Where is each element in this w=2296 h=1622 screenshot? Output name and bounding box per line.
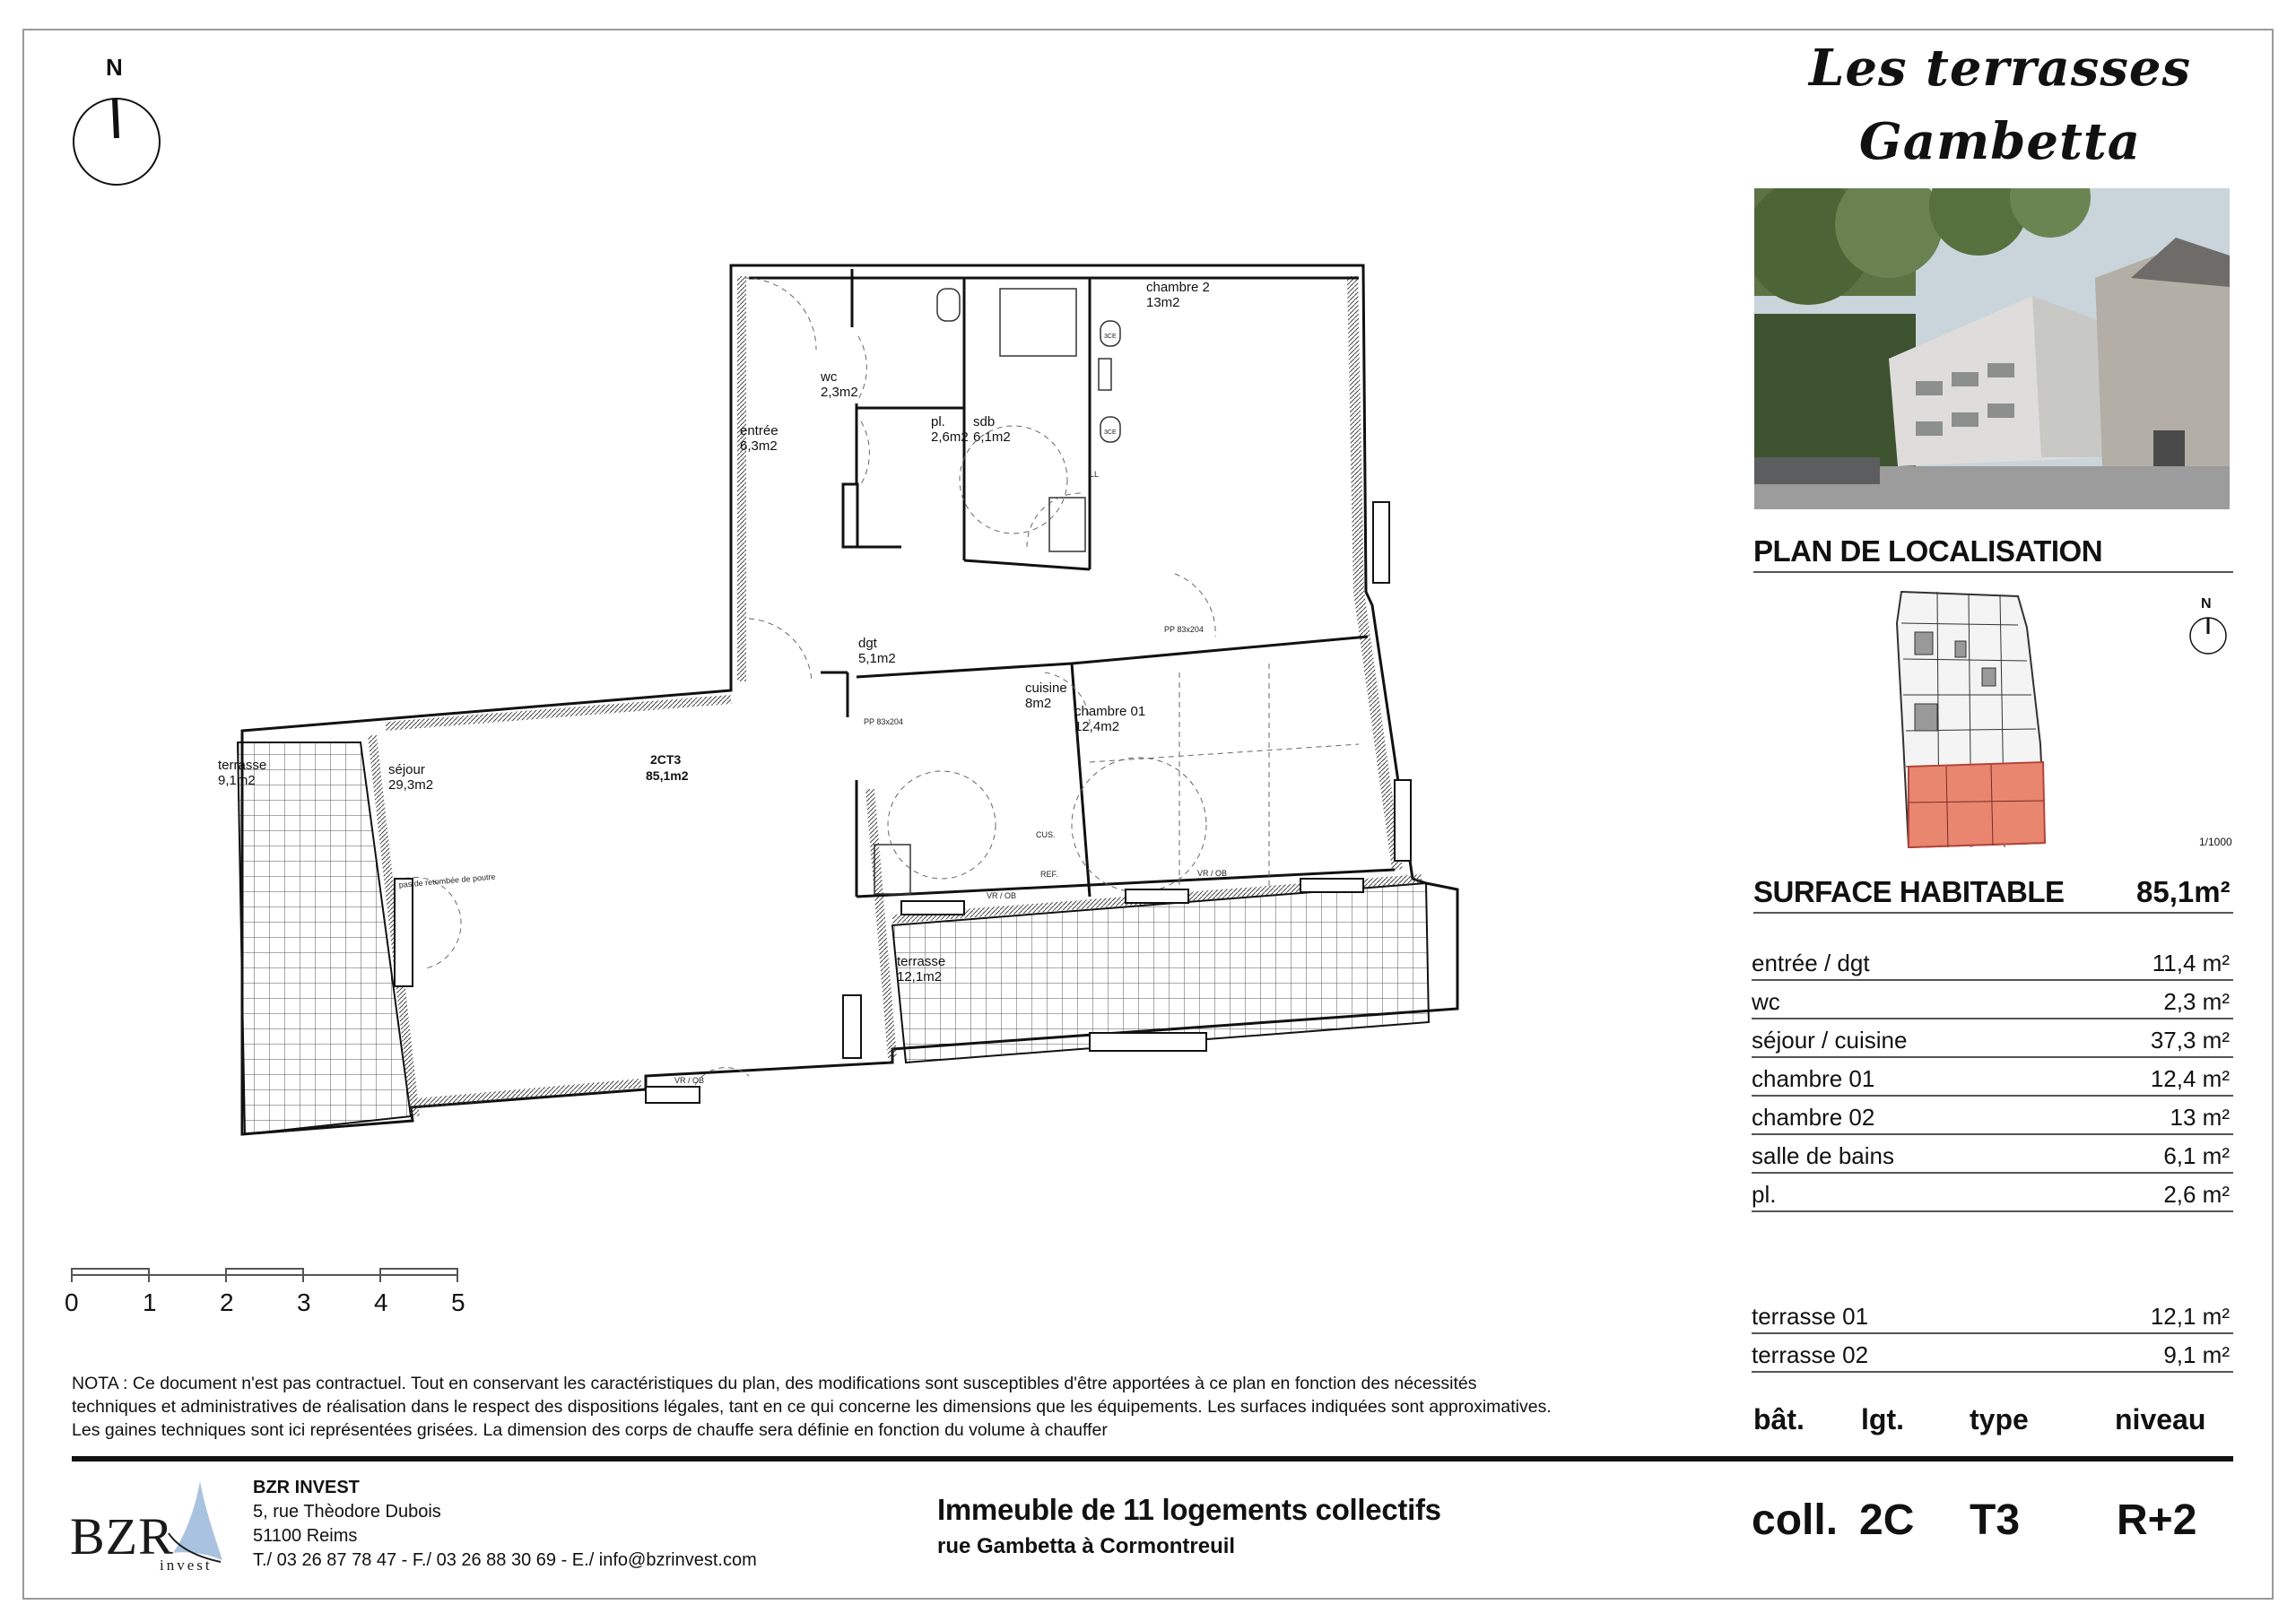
lot-area: 85,1m2 [646, 768, 689, 783]
door-label-1: PP 83x204 [1164, 625, 1204, 634]
room-name-cuisine: cuisine [1025, 681, 1067, 696]
window-label-1: VR / OB [674, 1076, 705, 1085]
surface-row-label: pl. [1752, 1181, 1777, 1208]
lot-code: 2CT3 [650, 752, 682, 767]
surface-row-label: entrée / dgt [1752, 950, 1870, 976]
surface-row-label: salle de bains [1752, 1142, 1894, 1169]
surface-row-value: 2,6 m² [2163, 1181, 2230, 1208]
building-render-image [1754, 188, 2230, 509]
exterior-row-value: 12,1 m² [2150, 1303, 2230, 1330]
company-contact [253, 1476, 757, 1573]
room-area-chambre01: 12,4m2 [1074, 719, 1120, 734]
floor-plan [193, 251, 1475, 1184]
exterior-row-label: terrasse 01 [1752, 1303, 1869, 1330]
company-phone-email: T./ 03 26 87 78 47 - F./ 03 26 88 30 69 - E./ info@bzrinvest.com [253, 1550, 757, 1570]
info-header-niveau: niveau [2115, 1403, 2206, 1436]
room-area-wc: 2,3m2 [821, 385, 858, 400]
room-name-chambre01: chambre 01 [1074, 704, 1146, 719]
bzr-logo [70, 1479, 231, 1578]
info-header-bat: bât. [1753, 1403, 1805, 1436]
info-value-niveau: R+2 [2117, 1496, 2197, 1544]
window-label-3: VR / OB [1197, 869, 1228, 878]
door-label-2: PP 83x204 [864, 717, 903, 726]
room-name-sdb: sdb [973, 414, 996, 429]
kitchen-cus: CUS. [1036, 830, 1056, 839]
north-arrow [72, 54, 161, 188]
surface-row [1752, 1175, 2233, 1212]
localisation-scale: 1/1000 [2199, 836, 2232, 848]
surface-row-value: 13 m² [2170, 1104, 2230, 1131]
surface-row [1752, 1059, 2233, 1097]
surface-row-value: 37,3 m² [2150, 1027, 2230, 1054]
laundry-ll: LL [1090, 470, 1100, 479]
scale-tick-1: 1 [143, 1288, 157, 1316]
surface-row [1752, 1020, 2233, 1058]
building-render [1754, 188, 2230, 509]
beam-note: pas de retombée de poutre [398, 872, 496, 889]
room-name-dgt: dgt [858, 636, 877, 651]
surface-row [1752, 982, 2233, 1019]
room-area-dgt: 5,1m2 [858, 651, 896, 666]
company-address-2: 51100 Reims [253, 1526, 358, 1546]
project-address: rue Gambetta à Cormontreuil [937, 1534, 1236, 1558]
scale-tick-5: 5 [451, 1288, 465, 1316]
residence-title [1767, 31, 2233, 178]
room-name-entree: entrée [740, 423, 778, 438]
info-header-lgt: lgt. [1861, 1403, 1904, 1436]
surface-row [1752, 1097, 2233, 1135]
info-value-lgt: 2C [1859, 1496, 1915, 1544]
surface-row-value: 6,1 m² [2163, 1142, 2230, 1169]
localisation-map [1892, 587, 2054, 856]
room-name-pl: pl. [931, 414, 945, 429]
room-name-wc: wc [821, 369, 838, 385]
surface-row-label: wc [1752, 988, 1780, 1015]
scale-tick-0: 0 [65, 1288, 79, 1316]
exterior-row [1752, 1335, 2233, 1373]
scale-bar [63, 1260, 493, 1323]
residence-title-line1: Les terrasses [1808, 39, 2192, 98]
scale-tick-3: 3 [297, 1288, 311, 1316]
window-label-2: VR / OB [987, 891, 1017, 900]
surface-row [1752, 1136, 2233, 1174]
surface-row [1752, 943, 2233, 981]
surface-rule [1753, 912, 2233, 914]
duct-label-1: 3CE [1104, 334, 1117, 340]
compass-icon [72, 97, 161, 186]
room-area-sdb: 6,1m2 [973, 429, 1011, 445]
info-value-type: T3 [1970, 1496, 2021, 1544]
north-arrow-small [2188, 596, 2242, 668]
room-area-sejour: 29,3m2 [388, 777, 434, 793]
room-area-entree: 6,3m2 [740, 438, 778, 454]
room-name-sejour: séjour [388, 762, 425, 777]
room-area-pl: 2,6m2 [931, 429, 969, 445]
surface-row-value: 12,4 m² [2150, 1065, 2230, 1092]
kitchen-ref: REF. [1040, 870, 1058, 879]
surface-row-label: chambre 02 [1752, 1104, 1875, 1131]
company-name: BZR INVEST [253, 1478, 360, 1497]
surface-row-value: 11,4 m² [2152, 950, 2230, 976]
info-value-bat: coll. [1752, 1496, 1839, 1544]
company-address-1: 5, rue Thèodore Dubois [253, 1502, 441, 1522]
terrace-left-tiles [238, 742, 411, 1134]
room-area-terrasse-bottom: 12,1m2 [897, 969, 943, 984]
exterior-row [1752, 1297, 2233, 1334]
surface-row-label: chambre 01 [1752, 1065, 1875, 1092]
compass-small-icon [2188, 616, 2228, 655]
project-info [937, 1493, 1441, 1559]
scale-tick-4: 4 [374, 1288, 388, 1316]
logo-letters: BZR [70, 1507, 174, 1566]
exterior-row-value: 9,1 m² [2163, 1341, 2230, 1368]
duct-label-2: 3CE [1104, 429, 1117, 436]
surface-title: SURFACE HABITABLE [1753, 875, 2065, 908]
logo-subtitle: invest [160, 1557, 213, 1574]
localisation-title: PLAN DE LOCALISATION [1753, 534, 2103, 568]
surface-row-value: 2,3 m² [2163, 988, 2230, 1015]
room-name-terrasse-left: terrasse [218, 758, 267, 773]
localisation-rule [1753, 571, 2233, 573]
exterior-row-label: terrasse 02 [1752, 1341, 1869, 1368]
info-header-type: type [1970, 1403, 2029, 1436]
surface-row-label: séjour / cuisine [1752, 1027, 1908, 1054]
room-name-terrasse-bottom: terrasse [897, 954, 946, 969]
residence-title-line2: Gambetta [1858, 112, 2142, 171]
disclaimer-note: NOTA : Ce document n'est pas contractuel. Tout en conservant les caractéristiques du plan, des modifications sont susceptibles d'être apportées à ce plan en fonction des nécessités techniques et administratives de réalisation dans le respect des dispositions légales, tant en ce qui concerne les dimensions que les équipements. Les surfaces indiquées sont approximatives. Les gaines techniques sont ici représentées grisées. La dimension des corps de chauffe sera définie en fonction du volume à chauffer [72, 1374, 1552, 1440]
room-area-chambre2: 13m2 [1146, 295, 1180, 310]
scale-tick-2: 2 [220, 1288, 234, 1316]
north-label: N [106, 54, 123, 81]
room-area-cuisine: 8m2 [1025, 696, 1052, 711]
surface-total: 85,1m² [2136, 875, 2231, 908]
room-area-terrasse-left: 9,1m2 [218, 773, 256, 788]
scale-bar-graphic [63, 1260, 493, 1287]
project-title: Immeuble de 11 logements collectifs [937, 1493, 1441, 1526]
north-label-small: N [2201, 596, 2212, 612]
footer-divider [72, 1456, 2233, 1462]
highlighted-apartment [1909, 762, 2045, 847]
room-name-chambre2: chambre 2 [1146, 280, 1210, 295]
